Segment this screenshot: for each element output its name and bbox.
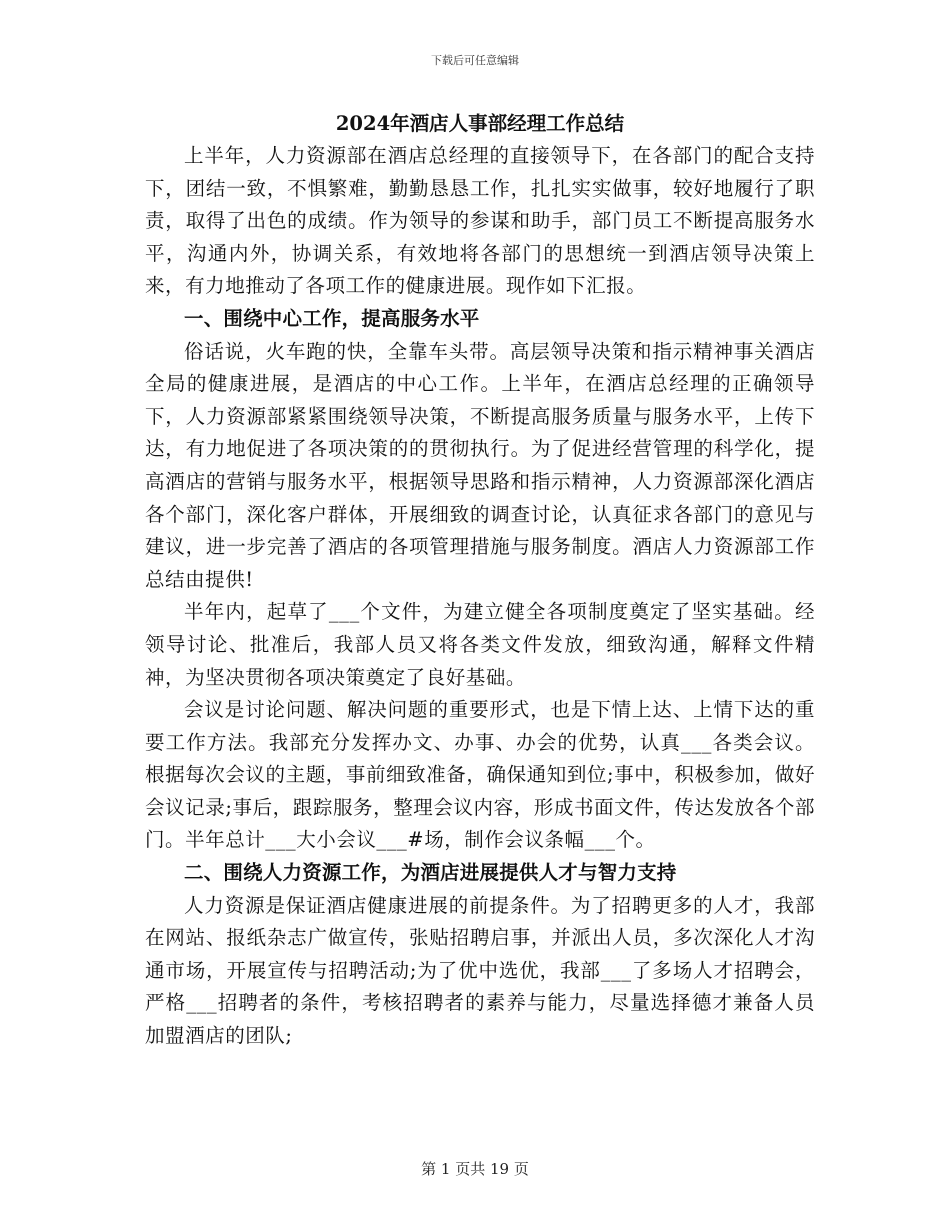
- page-header-note: 下载后可任意编辑: [431, 54, 519, 67]
- paragraph-documents: 半年内，起草了___个文件，为建立健全各项制度奠定了坚实基础。经领导讨论、批准后，我部人员又将各类文件发放，细致沟通，解释文件精神，为坚决贯彻各项决策奠定了良好基础。: [145, 600, 815, 689]
- page-number: 第 1 页共 19 页: [421, 1160, 529, 1178]
- document-title-text: 2024年酒店人事部经理工作总结: [335, 112, 625, 135]
- section-heading-1: 一、围绕中心工作，提高服务水平: [184, 306, 480, 330]
- paragraph-recruitment: 人力资源是保证酒店健康进展的前提条件。为了招聘更多的人才，我部在网站、报纸杂志广做宣传，张贴招聘启事，并派出人员，多次深化人才沟通市场，开展宣传与招聘活动;为了优中选优，我部___了多场人才招聘会，严格___招聘者的条件，考核招聘者的素养与能力，尽量选择德才兼备人员加盟酒店的团队;: [145, 893, 815, 1048]
- paragraph-intro: 上半年，人力资源部在酒店总经理的直接领导下，在各部门的配合支持下，团结一致，不惧繁难，勤勤恳恳工作，扎扎实实做事，较好地履行了职责，取得了出色的成绩。作为领导的参谋和助手，部门员工不断提高服务水平，沟通内外，协调关系，有效地将各部门的思想统一到酒店领导决策上来，有力地推动了各项工作的健康进展。现作如下汇报。: [145, 144, 815, 298]
- paragraph-meetings: 会议是讨论问题、解决问题的重要形式，也是下情上达、上情下达的重要工作方法。我部充分发挥办文、办事、办会的优势，认真___各类会议。根据每次会议的主题，事前细致准备，确保通知到位;事中，积极参加，做好会议记录;事后，跟踪服务，整理会议内容，形成书面文件，传达发放各个部门。半年总计___大小会议___#场，制作会议条幅___个。: [145, 698, 815, 852]
- section-heading-2: 二、围绕人力资源工作，为酒店进展提供人才与智力支持: [184, 861, 677, 885]
- paragraph-leadership: 俗话说，火车跑的快，全靠车头带。高层领导决策和指示精神事关酒店全局的健康进展，是酒店的中心工作。上半年，在酒店总经理的正确领导下，人力资源部紧紧围绕领导决策，不断提高服务质量与服务水平，上传下达，有力地促进了各项决策的的贯彻执行。为了促进经营管理的科学化，提高酒店的营销与服务水平，根据领导思路和指示精神，人力资源部深化酒店各个部门，深化客户群体，开展细致的调查讨论，认真征求各部门的意见与建议，进一步完善了酒店的各项管理措施与服务制度。酒店人力资源部工作总结由提供!: [145, 339, 815, 591]
- document-title: [145, 108, 815, 140]
- document-body: [145, 108, 815, 1053]
